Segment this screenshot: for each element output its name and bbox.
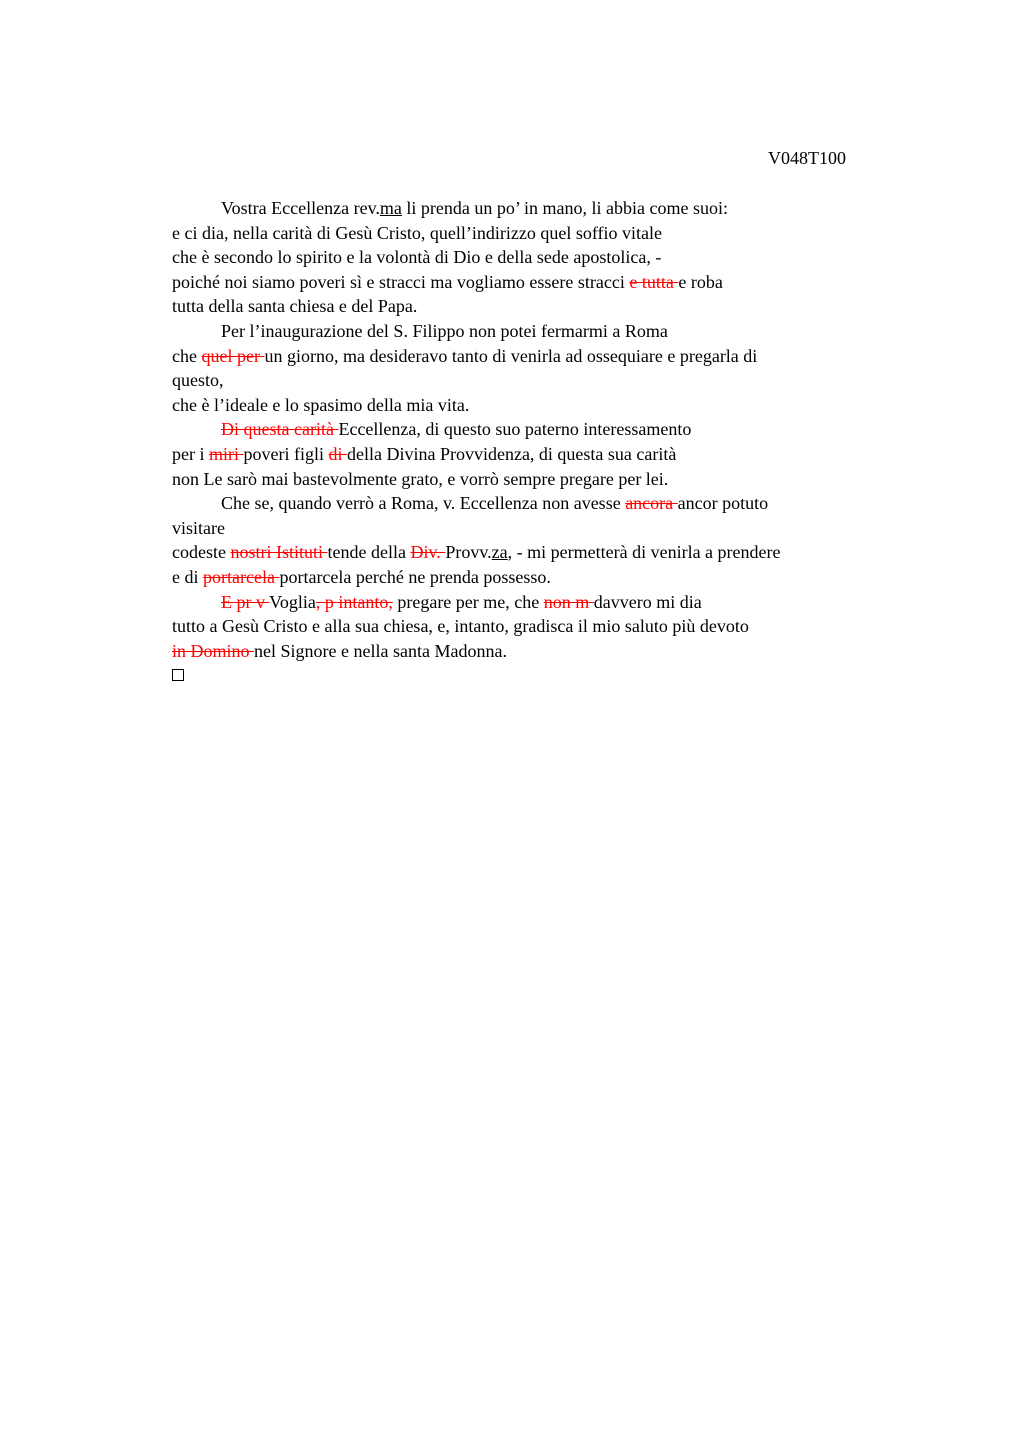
deleted-text: non m bbox=[543, 591, 594, 612]
text-line: non Le sarò mai bastevolmente grato, e vorrò sempre pregare per lei. bbox=[172, 468, 669, 489]
text-segment: portarcela perché ne prenda possesso. bbox=[279, 566, 551, 587]
text-segment: Eccellenza, di questo suo paterno interessamento bbox=[338, 419, 692, 440]
text-line: Per l’inaugurazione del S. Filippo non potei fermarmi a Roma bbox=[221, 320, 668, 341]
text-segment: poveri figli bbox=[243, 443, 329, 464]
text-line: questo, bbox=[172, 370, 224, 391]
document-id: V048T100 bbox=[768, 148, 846, 168]
text-line: che è secondo lo spirito e la volontà di Dio e della sede apostolica, - bbox=[172, 247, 662, 268]
underlined-abbreviation: za bbox=[491, 542, 508, 563]
text-segment: li prenda un po’ in mano, li abbia come suoi: bbox=[401, 198, 729, 218]
text-line bbox=[172, 344, 892, 369]
deleted-text: portarcela bbox=[203, 566, 280, 587]
text-line: che è l’ideale e lo spasimo della mia vita. bbox=[172, 394, 470, 415]
deleted-text: ancora bbox=[625, 493, 678, 514]
text-segment: nel Signore e nella santa Madonna. bbox=[254, 640, 507, 661]
deleted-text: quel per bbox=[201, 345, 265, 366]
underlined-abbreviation: ma bbox=[379, 198, 402, 218]
text-line bbox=[172, 590, 892, 615]
text-segment: Vostra Eccellenza rev. bbox=[221, 198, 380, 218]
text-segment: Voglia bbox=[269, 591, 316, 612]
text-segment: Provv. bbox=[445, 542, 492, 563]
deleted-text: miri bbox=[208, 443, 244, 464]
text-segment: tende della bbox=[327, 542, 411, 563]
text-segment: ancor potuto bbox=[677, 493, 769, 514]
text-segment: Che se, quando verrò a Roma, v. Eccellenza non avesse bbox=[221, 493, 626, 514]
text-line bbox=[172, 540, 892, 565]
text-line bbox=[172, 270, 892, 295]
deleted-text: e tutta bbox=[629, 271, 679, 292]
text-segment: per i bbox=[172, 443, 209, 464]
text-line bbox=[172, 565, 892, 590]
text-line: visitare bbox=[172, 517, 225, 538]
text-segment: che bbox=[172, 345, 202, 366]
text-segment: davvero mi dia bbox=[593, 591, 702, 612]
text-line bbox=[172, 491, 892, 516]
text-segment: della Divina Provvidenza, di questa sua carità bbox=[346, 443, 677, 464]
text-segment: poiché noi siamo poveri sì e stracci ma vogliamo essere stracci bbox=[172, 271, 630, 292]
text-line bbox=[172, 639, 892, 664]
deleted-text: , p intanto, bbox=[315, 591, 393, 612]
text-segment: pregare per me, che bbox=[392, 591, 544, 612]
text-line: tutta della santa chiesa e del Papa. bbox=[172, 296, 418, 317]
text-segment: codeste bbox=[172, 542, 231, 563]
letter-body bbox=[172, 196, 892, 688]
text-segment: e di bbox=[172, 566, 203, 587]
deleted-text: nostri Istituti bbox=[230, 542, 328, 563]
text-segment: e roba bbox=[678, 271, 723, 292]
text-line bbox=[172, 442, 892, 467]
text-line bbox=[172, 196, 892, 221]
text-segment: un giorno, ma desideravo tanto di venirla ad ossequiare e pregarla di bbox=[264, 345, 758, 366]
deleted-text: di bbox=[328, 443, 347, 464]
text-line: tutto a Gesù Cristo e alla sua chiesa, e, intanto, gradisca il mio saluto più devoto bbox=[172, 616, 749, 637]
deleted-text: Div. bbox=[410, 542, 446, 563]
deleted-text: in Domino bbox=[172, 640, 255, 661]
square-marker-icon bbox=[172, 669, 184, 681]
text-line: e ci dia, nella carità di Gesù Cristo, quell’indirizzo quel soffio vitale bbox=[172, 222, 663, 243]
text-segment: , - mi permetterà di venirla a prendere bbox=[507, 542, 781, 563]
deleted-text: E pr v bbox=[221, 591, 270, 612]
text-line bbox=[172, 417, 892, 442]
deleted-text: Di questa carità bbox=[221, 419, 339, 440]
text-line bbox=[172, 663, 892, 688]
